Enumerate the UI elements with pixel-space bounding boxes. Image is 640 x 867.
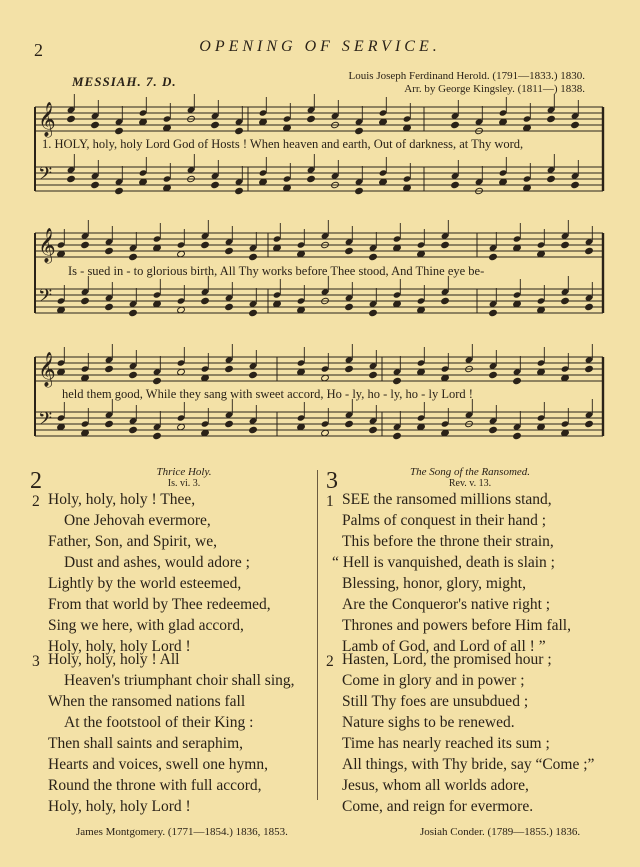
hymn-2-verse-3-number: 3 bbox=[32, 653, 40, 670]
note-head bbox=[345, 365, 354, 372]
hymn-2-title: Thrice Holy. bbox=[156, 466, 212, 478]
note-head bbox=[451, 181, 460, 188]
note-head bbox=[561, 297, 570, 304]
note-head bbox=[489, 371, 498, 378]
note-head bbox=[441, 241, 450, 248]
verse-line: Come in glory and in power ; bbox=[342, 672, 525, 689]
note-head bbox=[513, 377, 522, 384]
verse-line: Thrones and powers before Him fall, bbox=[342, 617, 571, 634]
hymn-2-number: 2 bbox=[30, 468, 42, 494]
verse-line: Come, and reign for evermore. bbox=[342, 798, 534, 815]
note-head bbox=[585, 365, 594, 372]
verse-line: This before the throne their strain, bbox=[342, 533, 554, 550]
note-head bbox=[235, 127, 244, 134]
note-head bbox=[571, 121, 580, 128]
note-head bbox=[105, 420, 114, 427]
note-head bbox=[393, 377, 402, 384]
verse-line: “ Hell is vanquished, death is slain ; bbox=[332, 554, 555, 571]
note-head bbox=[201, 297, 210, 304]
hymn-3-title: The Song of the Ransomed. bbox=[409, 466, 531, 478]
verse-line: From that world by Thee redeemed, bbox=[48, 596, 271, 613]
note-head bbox=[225, 420, 234, 427]
note-head bbox=[249, 426, 258, 433]
lyric-line-3: held them good, While they sang with sweet accord, Ho - ly, ho - ly, ho - ly Lord ! bbox=[62, 387, 473, 401]
note-head bbox=[91, 121, 100, 128]
note-head bbox=[369, 309, 378, 316]
note-head bbox=[225, 303, 234, 310]
note-head bbox=[225, 365, 234, 372]
note-head bbox=[547, 175, 556, 182]
composer-credit: Louis Joseph Ferdinand Herold. (1791—1833.) 1830. bbox=[348, 70, 585, 82]
column-divider bbox=[317, 470, 318, 800]
note-head bbox=[307, 115, 316, 122]
bass-clef-icon: 𝄢 bbox=[38, 164, 53, 189]
note-head bbox=[211, 121, 220, 128]
note-head bbox=[105, 365, 114, 372]
note-head bbox=[355, 187, 364, 194]
note-head bbox=[585, 247, 594, 254]
note-head bbox=[585, 420, 594, 427]
note-head bbox=[225, 247, 234, 254]
hymn-2-author: James Montgomery. (1771—1854.) 1836, 1853. bbox=[76, 826, 288, 838]
hymn-3-verse-2-number: 2 bbox=[326, 653, 334, 670]
note-head bbox=[489, 426, 498, 433]
note-head bbox=[547, 115, 556, 122]
bass-clef-icon: 𝄢 bbox=[38, 286, 53, 311]
verse-line: Dust and ashes, would adore ; bbox=[64, 554, 250, 571]
verse-line: Holy, holy, holy ! All bbox=[48, 651, 180, 668]
treble-clef-icon: 𝄞 bbox=[38, 102, 56, 137]
verse-line: Heaven's triumphant choir shall sing, bbox=[64, 672, 295, 689]
note-head bbox=[129, 371, 138, 378]
note-head bbox=[235, 187, 244, 194]
verse-line: Still Thy foes are unsubdued ; bbox=[342, 693, 529, 710]
note-head bbox=[81, 241, 90, 248]
hymn-3-verse-1-number: 1 bbox=[326, 493, 334, 510]
hymn-3-author: Josiah Conder. (1789—1855.) 1836. bbox=[420, 826, 581, 838]
treble-clef-icon: 𝄞 bbox=[38, 228, 56, 263]
verse-line: Nature sighs to be renewed. bbox=[342, 714, 515, 731]
hymn-3-reference: Rev. v. 13. bbox=[448, 478, 492, 489]
lyric-line-2: Is - sued in - to glorious birth, All Thy works before Thee stood, And Thine eye be- bbox=[68, 264, 485, 278]
note-head bbox=[307, 175, 316, 182]
note-head bbox=[441, 297, 450, 304]
note-head bbox=[345, 303, 354, 310]
note-head bbox=[115, 127, 124, 134]
note-head bbox=[585, 303, 594, 310]
note-head bbox=[369, 253, 378, 260]
treble-clef-icon: 𝄞 bbox=[38, 352, 56, 387]
note-head bbox=[451, 121, 460, 128]
note-head bbox=[201, 241, 210, 248]
note-head bbox=[355, 127, 364, 134]
note-head bbox=[561, 241, 570, 248]
note-head bbox=[393, 432, 402, 439]
note-head bbox=[489, 253, 498, 260]
verse-line: Jesus, whom all worlds adore, bbox=[342, 777, 529, 794]
verse-line: Then shall saints and seraphim, bbox=[48, 735, 243, 752]
verse-line: Blessing, honor, glory, might, bbox=[342, 575, 526, 592]
verse-line: Sing we here, with glad accord, bbox=[48, 617, 244, 634]
note-head bbox=[115, 187, 124, 194]
verse-line: Palms of conquest in their hand ; bbox=[342, 512, 547, 529]
note-head bbox=[369, 371, 378, 378]
tune-name: MESSIAH. 7. D. bbox=[72, 74, 177, 89]
verse-line: Lightly by the world esteemed, bbox=[48, 575, 242, 592]
verse-line: Holy, holy, holy Lord ! bbox=[48, 638, 191, 655]
note-head bbox=[129, 309, 138, 316]
note-head bbox=[129, 426, 138, 433]
verse-line: All things, with Thy bride, say “Come ;” bbox=[342, 756, 595, 773]
verse-line: Time has nearly reached its sum ; bbox=[342, 735, 550, 752]
verse-line: Holy, holy, holy ! Thee, bbox=[48, 491, 196, 508]
verse-line: Hasten, Lord, the promised hour ; bbox=[342, 651, 552, 668]
verse-line: Are the Conqueror's native right ; bbox=[342, 596, 551, 613]
note-head bbox=[153, 432, 162, 439]
verse-line: Hearts and voices, swell one hymn, bbox=[48, 756, 268, 773]
note-head bbox=[105, 303, 114, 310]
note-head bbox=[153, 377, 162, 384]
note-head bbox=[489, 309, 498, 316]
note-head bbox=[129, 253, 138, 260]
hymn-3-number: 3 bbox=[326, 468, 338, 494]
verse-line: Father, Son, and Spirit, we, bbox=[48, 533, 218, 550]
hymn-2-verse-2-number: 2 bbox=[32, 493, 40, 510]
verse-line: Round the throne with full accord, bbox=[48, 777, 262, 794]
note-head bbox=[345, 247, 354, 254]
note-head bbox=[249, 371, 258, 378]
page-number: 2 bbox=[34, 40, 43, 60]
note-head bbox=[105, 247, 114, 254]
note-head bbox=[571, 181, 580, 188]
verse-line: Lamb of God, and Lord of all ! ” bbox=[342, 638, 546, 655]
note-head bbox=[67, 115, 76, 122]
note-head bbox=[81, 297, 90, 304]
verse-line: When the ransomed nations fall bbox=[48, 693, 246, 710]
note-head bbox=[345, 420, 354, 427]
note-head bbox=[211, 181, 220, 188]
note-head bbox=[369, 426, 378, 433]
hymn-2-reference: Is. vi. 3. bbox=[167, 478, 201, 489]
arranger-credit: Arr. by George Kingsley. (1811—) 1838. bbox=[404, 83, 585, 95]
lyric-line-1: 1. HOLY, holy, holy Lord God of Hosts ! When heaven and earth, Out of darkness, at Thy word, bbox=[42, 137, 524, 151]
verse-line: Holy, holy, holy Lord ! bbox=[48, 798, 191, 815]
bass-clef-icon: 𝄢 bbox=[38, 409, 53, 434]
note-head bbox=[249, 253, 258, 260]
verse-line: At the footstool of their King : bbox=[64, 714, 254, 731]
verse-line: One Jehovah evermore, bbox=[64, 512, 211, 529]
verse-line: SEE the ransomed millions stand, bbox=[342, 491, 552, 508]
note-head bbox=[67, 175, 76, 182]
section-title: OPENING OF SERVICE. bbox=[199, 38, 441, 55]
note-head bbox=[91, 181, 100, 188]
note-head bbox=[513, 432, 522, 439]
note-head bbox=[249, 309, 258, 316]
